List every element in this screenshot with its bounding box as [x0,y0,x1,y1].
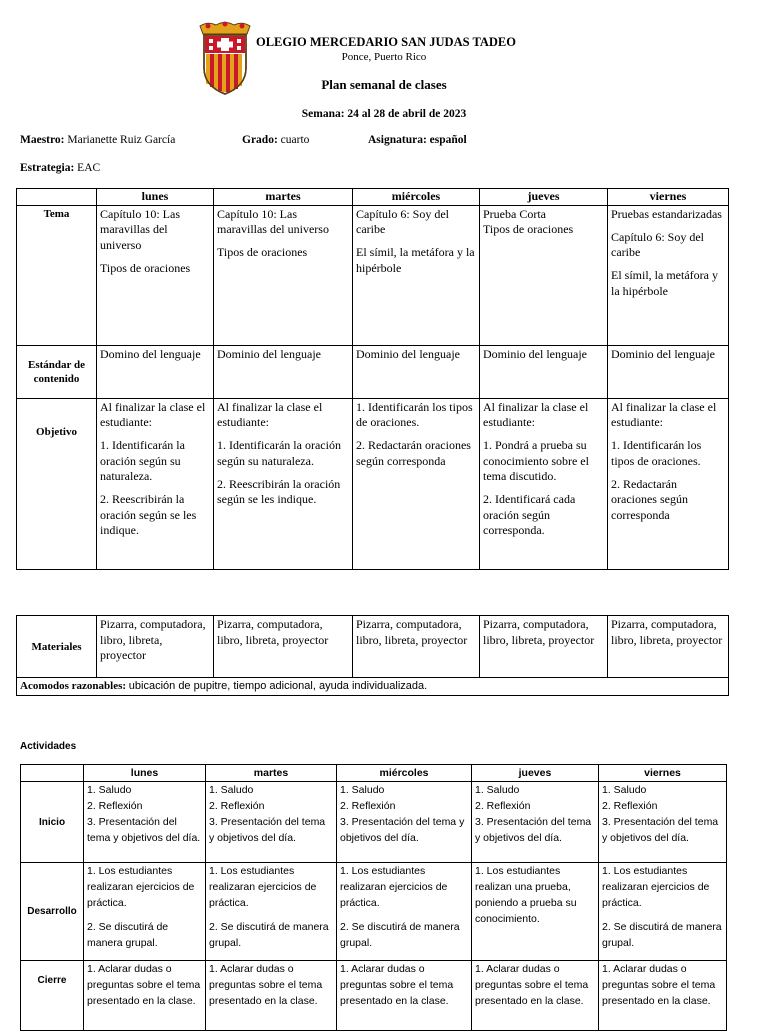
plan-table [16,188,729,570]
plan-cell [480,398,608,569]
activity-cell [337,863,472,961]
cell-paragraph: Capítulo 6: Soy del caribe [356,206,449,236]
teacher-name: Marianette Ruiz García [67,134,176,146]
day-header: jueves [480,189,608,206]
cell-paragraph: 3. Presentación del tema y objetivos del día. [475,816,592,844]
cell-paragraph: Dominio del lenguaje [356,346,460,361]
cell-spacer [611,469,725,477]
row-label-materiales: Materiales [17,616,97,678]
cell-paragraph: Domino del lenguaje [100,346,201,361]
plan-cell [480,205,608,345]
activity-cell [84,961,206,1031]
plan-cell [214,345,353,398]
materials-table [16,615,729,696]
cell-paragraph: 1. Identificarán los tipos de oraciones. [356,399,473,429]
day-header: martes [214,189,353,206]
day-header: miércoles [353,189,480,206]
cell-paragraph: 1. Aclarar dudas o preguntas sobre el tema presentado en la clase. [475,963,589,1007]
cell-paragraph: 1. Los estudiantes realizaran ejercicios de práctica. [87,865,195,909]
cell-paragraph: Capítulo 6: Soy del caribe [611,229,704,259]
cell-spacer [100,253,210,261]
accommodations-text: ubicación de pupitre, tiempo adicional, ayuda individualizada. [128,680,428,692]
row-label-tema: Tema [17,205,97,345]
cell-paragraph: 1. Pondrá a prueba su conocimiento sobre el tema discutido. [483,438,589,483]
plan-cell [214,205,353,345]
materials-cell: Pizarra, computadora, libro, libreta, proyector [214,616,353,678]
activity-cell [206,863,337,961]
row-label-cierre: Cierre [21,961,84,1031]
activities-title: Actividades [20,741,77,752]
grade-label: Grado: [242,134,278,146]
cell-spacer [217,238,349,246]
cell-spacer [356,238,476,246]
grade-value: cuarto [280,134,310,146]
cell-spacer [611,261,725,269]
cell-spacer [602,911,723,919]
cell-paragraph: Dominio del lenguaje [611,346,715,361]
cell-paragraph: 1. Identificarán los tipos de oraciones. [611,438,702,468]
cell-paragraph: El símil, la metáfora y la hipérbole [356,245,475,275]
cell-paragraph: 2. Reescribirán la oración según se les indique. [217,476,341,506]
cell-paragraph: Dominio del lenguaje [483,346,587,361]
cell-paragraph: 1. Saludo [87,784,132,796]
cell-paragraph: Capítulo 10: Las maravillas del universo [100,206,180,252]
row-label-objetivo: Objetivo [17,398,97,569]
activity-cell [472,961,599,1031]
cell-paragraph: Al finalizar la clase el estudiante: [611,399,717,429]
row-label-desarrollo: Desarrollo [21,863,84,961]
plan-cell [97,205,214,345]
cell-paragraph: Tipos de oraciones [100,260,191,275]
activity-cell [337,782,472,863]
cell-paragraph: 2. Reflexión [87,800,143,812]
teacher-label: Maestro: [20,134,65,146]
cell-paragraph: Tipos de oraciones [217,245,308,259]
materials-cell: Pizarra, computadora, libro, libreta, proyector [480,616,608,678]
strategy-label: Estrategia: [20,162,75,174]
day-header: viernes [608,189,729,206]
cell-paragraph: 2. Se discutirá de manera grupal. [87,920,169,949]
cell-paragraph: Prueba Corta [483,206,546,221]
cell-paragraph: 2. Se discutirá de manera grupal. [340,920,460,949]
materials-cell: Pizarra, computadora, libro, libreta, proyector [353,616,480,678]
activity-cell [84,782,206,863]
plan-cell [480,345,608,398]
cell-paragraph: 1. Los estudiantes realizan una prueba, poniendo a prueba su conocimiento. [475,865,577,925]
subject-label: Asignatura: [368,134,427,146]
activity-cell [599,782,727,863]
cell-paragraph: 2. Redactarán oraciones según corresponda [611,476,688,522]
materials-cell: Pizarra, computadora, libro, libreta, proyector [608,616,729,678]
cell-paragraph: Al finalizar la clase el estudiante: [483,399,589,429]
cell-paragraph: 1. Los estudiantes realizaran ejercicios de práctica. [602,865,710,909]
plan-title: Plan semanal de clases [321,77,447,92]
cell-paragraph: 2. Reflexión [475,800,531,812]
activity-cell [599,863,727,961]
cell-paragraph: 1. Los estudiantes realizaran ejercicios de práctica. [209,865,317,909]
day-header: martes [206,765,337,782]
cell-spacer [483,431,604,439]
cell-spacer [100,485,210,493]
corner-cell [17,189,97,206]
day-header: jueves [472,765,599,782]
cell-paragraph: Tipos de oraciones [483,222,574,236]
plan-cell [97,345,214,398]
cell-paragraph: 1. Saludo [602,784,647,796]
row-label-estandar: Estándar de contenido [17,345,97,398]
materials-cell: Pizarra, computadora, libro, libreta, proyector [97,616,214,678]
day-header: lunes [97,189,214,206]
teacher-line [20,134,175,146]
cell-paragraph: 1. Identificarán la oración según su naturaleza. [100,438,185,483]
cell-paragraph: 3. Presentación del tema y objetivos del día. [340,816,465,844]
cell-spacer [87,911,202,919]
grade-line [242,134,309,146]
row-label-inicio: Inicio [21,782,84,863]
cell-paragraph: Pruebas estandarizadas [611,206,722,221]
cell-paragraph: 1. Aclarar dudas o preguntas sobre el tema presentado en la clase. [87,963,201,1007]
cell-paragraph: 3. Presentación del tema y objetivos del día. [209,816,326,844]
plan-cell [353,398,480,569]
cell-paragraph: 2. Reflexión [602,800,658,812]
cell-paragraph: 3. Presentación del tema y objetivos del día. [602,816,719,844]
day-header: viernes [599,765,727,782]
day-header: lunes [84,765,206,782]
strategy-value: EAC [77,162,101,174]
cell-paragraph: 2. Redactarán oraciones según corresponda [356,438,471,468]
cell-paragraph: 2. Se discutirá de manera grupal. [602,920,722,949]
cell-spacer [483,485,604,493]
plan-cell [214,398,353,569]
cell-spacer [356,431,476,439]
cell-paragraph: Al finalizar la clase el estudiante: [100,399,206,429]
activity-cell [599,961,727,1031]
cell-paragraph: 2. Se discutirá de manera grupal. [209,920,329,949]
activities-table [20,764,727,1031]
cell-spacer [611,431,725,439]
cell-paragraph: El símil, la metáfora y la hipérbole [611,268,718,298]
plan-cell [97,398,214,569]
plan-cell [608,398,729,569]
strategy-line [20,162,100,174]
cell-spacer [209,911,333,919]
plan-cell [608,205,729,345]
cell-spacer [217,469,349,477]
cell-paragraph: Capítulo 10: Las maravillas del universo [217,206,329,236]
corner-cell [21,765,84,782]
activity-cell [206,782,337,863]
cell-paragraph: 1. Identificarán la oración según su naturaleza. [217,438,341,468]
cell-paragraph: 1. Saludo [475,784,520,796]
activity-cell [206,961,337,1031]
subject-value: español [429,134,467,146]
cell-paragraph: 2. Identificará cada oración según corresponda. [483,492,576,537]
activity-cell [84,863,206,961]
cell-paragraph: 1. Los estudiantes realizaran ejercicios de práctica. [340,865,448,909]
cell-paragraph: 2. Reflexión [209,800,265,812]
cell-paragraph: 2. Reescribirán la oración según se les indique. [100,492,197,537]
cell-spacer [100,431,210,439]
cell-paragraph: Dominio del lenguaje [217,346,321,361]
plan-cell [608,345,729,398]
cell-paragraph: 1. Aclarar dudas o preguntas sobre el tema presentado en la clase. [340,963,454,1007]
activity-cell [472,782,599,863]
cell-paragraph: 3. Presentación del tema y objetivos del día. [87,816,201,844]
cell-paragraph: 1. Aclarar dudas o preguntas sobre el tema presentado en la clase. [602,963,716,1007]
cell-spacer [340,911,468,919]
plan-cell [353,205,480,345]
school-name: OLEGIO MERCEDARIO SAN JUDAS TADEO [256,35,516,49]
activity-cell [472,863,599,961]
cell-spacer [611,222,725,230]
cell-paragraph: 2. Reflexión [340,800,396,812]
day-header: miércoles [337,765,472,782]
subject-line [368,134,467,146]
plan-cell [353,345,480,398]
week-range: Semana: 24 al 28 de abril de 2023 [301,108,467,120]
activity-cell [337,961,472,1031]
cell-paragraph: 1. Saludo [209,784,254,796]
accommodations-label: Acomodos razonables: [20,680,127,692]
cell-paragraph: 1. Aclarar dudas o preguntas sobre el tema presentado en la clase. [209,963,323,1007]
cell-paragraph: Al finalizar la clase el estudiante: [217,399,323,429]
cell-paragraph: 1. Saludo [340,784,385,796]
school-city: Ponce, Puerto Rico [341,51,427,63]
cell-spacer [217,431,349,439]
accommodations-row [17,678,729,696]
